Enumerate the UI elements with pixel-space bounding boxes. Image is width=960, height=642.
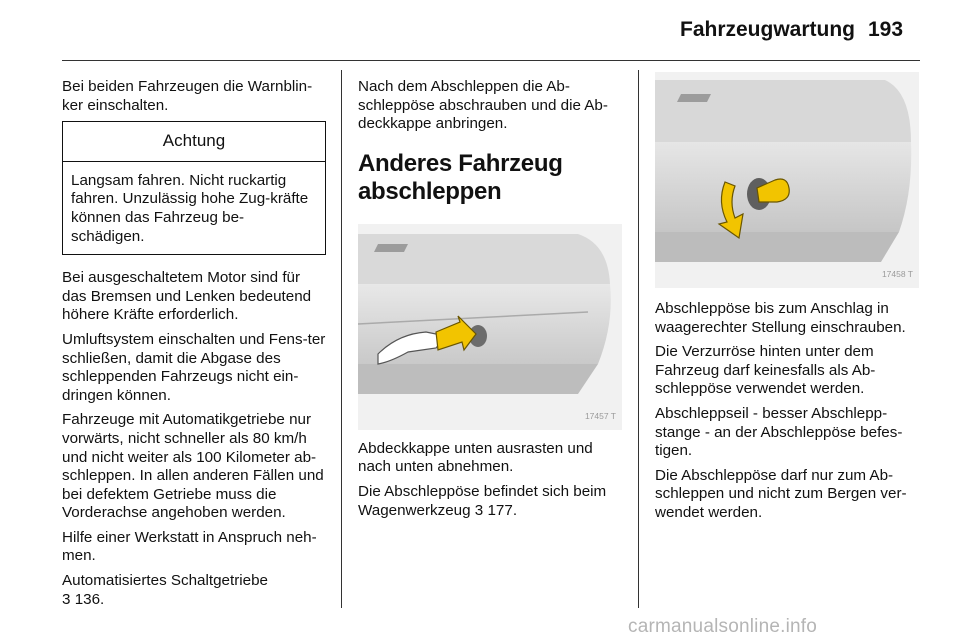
paragraph: Die Abschleppöse darf nur zum Ab-schleppen und nicht zum Bergen ver-wendet werden. [655, 466, 907, 521]
figure-id: 17458 T [881, 269, 913, 280]
figure-remove-cover [358, 224, 622, 430]
page-number: 193 [868, 18, 904, 41]
paragraph: Abschleppseil - besser Abschlepp-stange - an der Abschleppöse befes-tigen. [655, 404, 903, 460]
figure-id: 17457 T [584, 411, 616, 422]
column-divider [341, 70, 342, 608]
warning-text: Langsam fahren. Nicht ruckartig fahren. Unzulässig hohe Zug-kräfte können das Fahrzeug be-schädigen. [71, 171, 309, 245]
paragraph: Hilfe einer Werkstatt in Anspruch neh-men. [62, 528, 317, 565]
header-rule [62, 60, 920, 61]
arrow-reference-icon: 3 [62, 590, 71, 608]
bumper-cover-illustration [358, 224, 622, 430]
column-2 [358, 78, 626, 526]
warning-box [62, 121, 326, 255]
warning-heading: Achtung [63, 122, 325, 162]
paragraph: Die Verzurröse hinten unter dem Fahrzeug darf keinesfalls als Ab-schleppöse verwendet werden. [655, 343, 876, 398]
paragraph: Abdeckkappe unten ausrasten und nach unten abnehmen. [358, 439, 593, 476]
column-1 [62, 78, 326, 609]
paragraph: Fahrzeuge mit Automatikgetriebe nur vorwärts, nicht schneller als 80 km/h und nicht weiter als 100 Kilometer ab-schleppen. In allen anderen Fällen und bei defektem Getriebe muss die Vorderachse angehoben werden. [62, 411, 324, 522]
column-divider [638, 70, 639, 608]
tow-eye-illustration [655, 72, 919, 288]
watermark: carmanualsonline.info [628, 616, 818, 637]
section-heading: Anderes Fahrzeug abschleppen [358, 149, 563, 205]
paragraph: Bei beiden Fahrzeugen die Warnblin-ker einschalten. [62, 78, 313, 114]
paragraph-text: Die Abschleppöse befindet sich beim Wagenwerkzeug [358, 482, 607, 519]
arrow-reference-icon: 3 [474, 501, 484, 519]
page-reference[interactable]: 177. [487, 501, 518, 519]
paragraph: Bei ausgeschaltetem Motor sind für das Bremsen und Lenken bedeutend höhere Kräfte erforderlich. [62, 269, 312, 324]
paragraph: Abschleppöse bis zum Anschlag in waagerechter Stellung einschrauben. [655, 300, 906, 336]
column-3 [655, 72, 919, 529]
paragraph-line: Automatisiertes Schaltgetriebe [62, 572, 268, 590]
paragraph: Umluftsystem einschalten und Fens-ter schließen, damit die Abgase des schleppenden Fahrzeugs nicht ein-dringen können. [62, 330, 326, 404]
figure-install-tow-eye [655, 72, 919, 288]
page-reference[interactable]: 136. [74, 590, 105, 608]
header-title: Fahrzeugwartung [680, 18, 856, 41]
paragraph: Nach dem Abschleppen die Ab-schleppöse abschrauben und die Ab-deckkappe anbringen. [358, 78, 608, 133]
paragraph [62, 572, 326, 609]
paragraph [358, 483, 626, 520]
